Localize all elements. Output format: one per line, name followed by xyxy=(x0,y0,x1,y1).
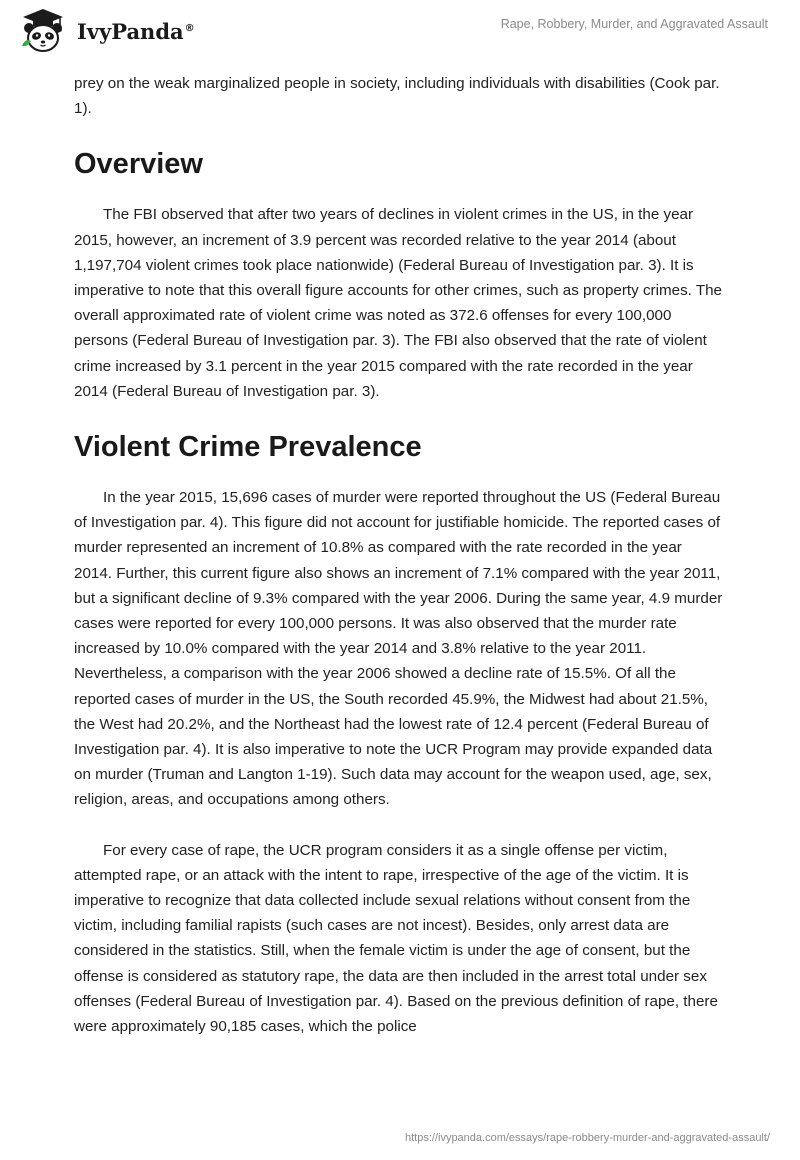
murder-statistics-paragraph: In the year 2015, 15,696 cases of murder were reported throughout the US (Federal Bureau of Investigation par. 4). This figure did not account for justifiable homicide. The reported cases of murder represented an increment of 10.8% as compared with the rate recorded in the year 2014. Further, this current figure also shows an increment of 7.1% compared with the year 2011, but a significant decline of 9.3% compared with the year 2006. During the same year, 4.9 murder cases were reported for every 100,000 persons. It was also observed that the murder rate increased by 10.0% compared with the year 2014 and 3.8% relative to the year 2011. Nevertheless, a comparison with the year 2006 showed a decline rate of 15.5%. Of all the reported cases of murder in the US, the South recorded 45.9%, the Midwest had about 21.5%, the West had 20.2%, and the Northeast had the lowest rate of 12.4 percent (Federal Bureau of Investigation par. 4). It is also imperative to note the UCR Program may provide expanded data on murder (Truman and Langton 1-19). Such data may account for the weapon used, age, sex, religion, areas, and occupations among others. xyxy=(74,489,723,809)
heading-overview: Overview xyxy=(74,148,203,181)
essay-body xyxy=(74,71,724,1039)
overview-paragraph: The FBI observed that after two years of declines in violent crimes in the US, in the year 2015, however, an increment of 3.9 percent was recorded relative to the year 2014 (about 1,197,704 violent crimes took place nationwide) (Federal Bureau of Investigation par. 3). It is imperative to note that this overall figure accounts for other crimes, such as property crimes. The overall approximated rate of violent crime was noted as 372.6 offenses for every 100,000 persons (Federal Bureau of Investigation par. 3). The FBI also observed that the rate of violent crime increased by 3.1 percent in the year 2015 compared with the rate recorded in the year 2014 (Federal Bureau of Investigation par. 3). xyxy=(74,206,723,400)
intro-continuation: prey on the weak marginalized people in society, including individuals with disabilities (Cook par. 1). xyxy=(74,75,720,118)
heading-violent-crime-prevalence: Violent Crime Prevalence xyxy=(74,431,422,464)
panda-graduate-icon xyxy=(16,7,70,53)
rape-statistics-paragraph: For every case of rape, the UCR program considers it as a single offense per victim, attempted rape, or an attack with the intent to rape, irrespective of the age of the victim. It is imperative to recognize that data collected include sexual relations without consent from the victim, including familial rapists (such cases are not incest). Besides, only arrest data are considered in the statistics. Still, when the female victim is under the age of consent, but the offense is considered as statutory rape, the data are then included in the arrest total under sex offenses (Federal Bureau of Investigation par. 4). Based on the previous definition of rape, there were approximately 90,185 cases, which the police xyxy=(74,841,718,1036)
brand-name: IvyPanda® xyxy=(77,18,195,44)
document-title: Rape, Robbery, Murder, and Aggravated Assault xyxy=(500,17,768,31)
source-url[interactable]: https://ivypanda.com/essays/rape-robbery-murder-and-aggravated-assault/ xyxy=(404,1132,770,1144)
page-header xyxy=(0,0,800,64)
brand-logo[interactable] xyxy=(16,7,195,53)
